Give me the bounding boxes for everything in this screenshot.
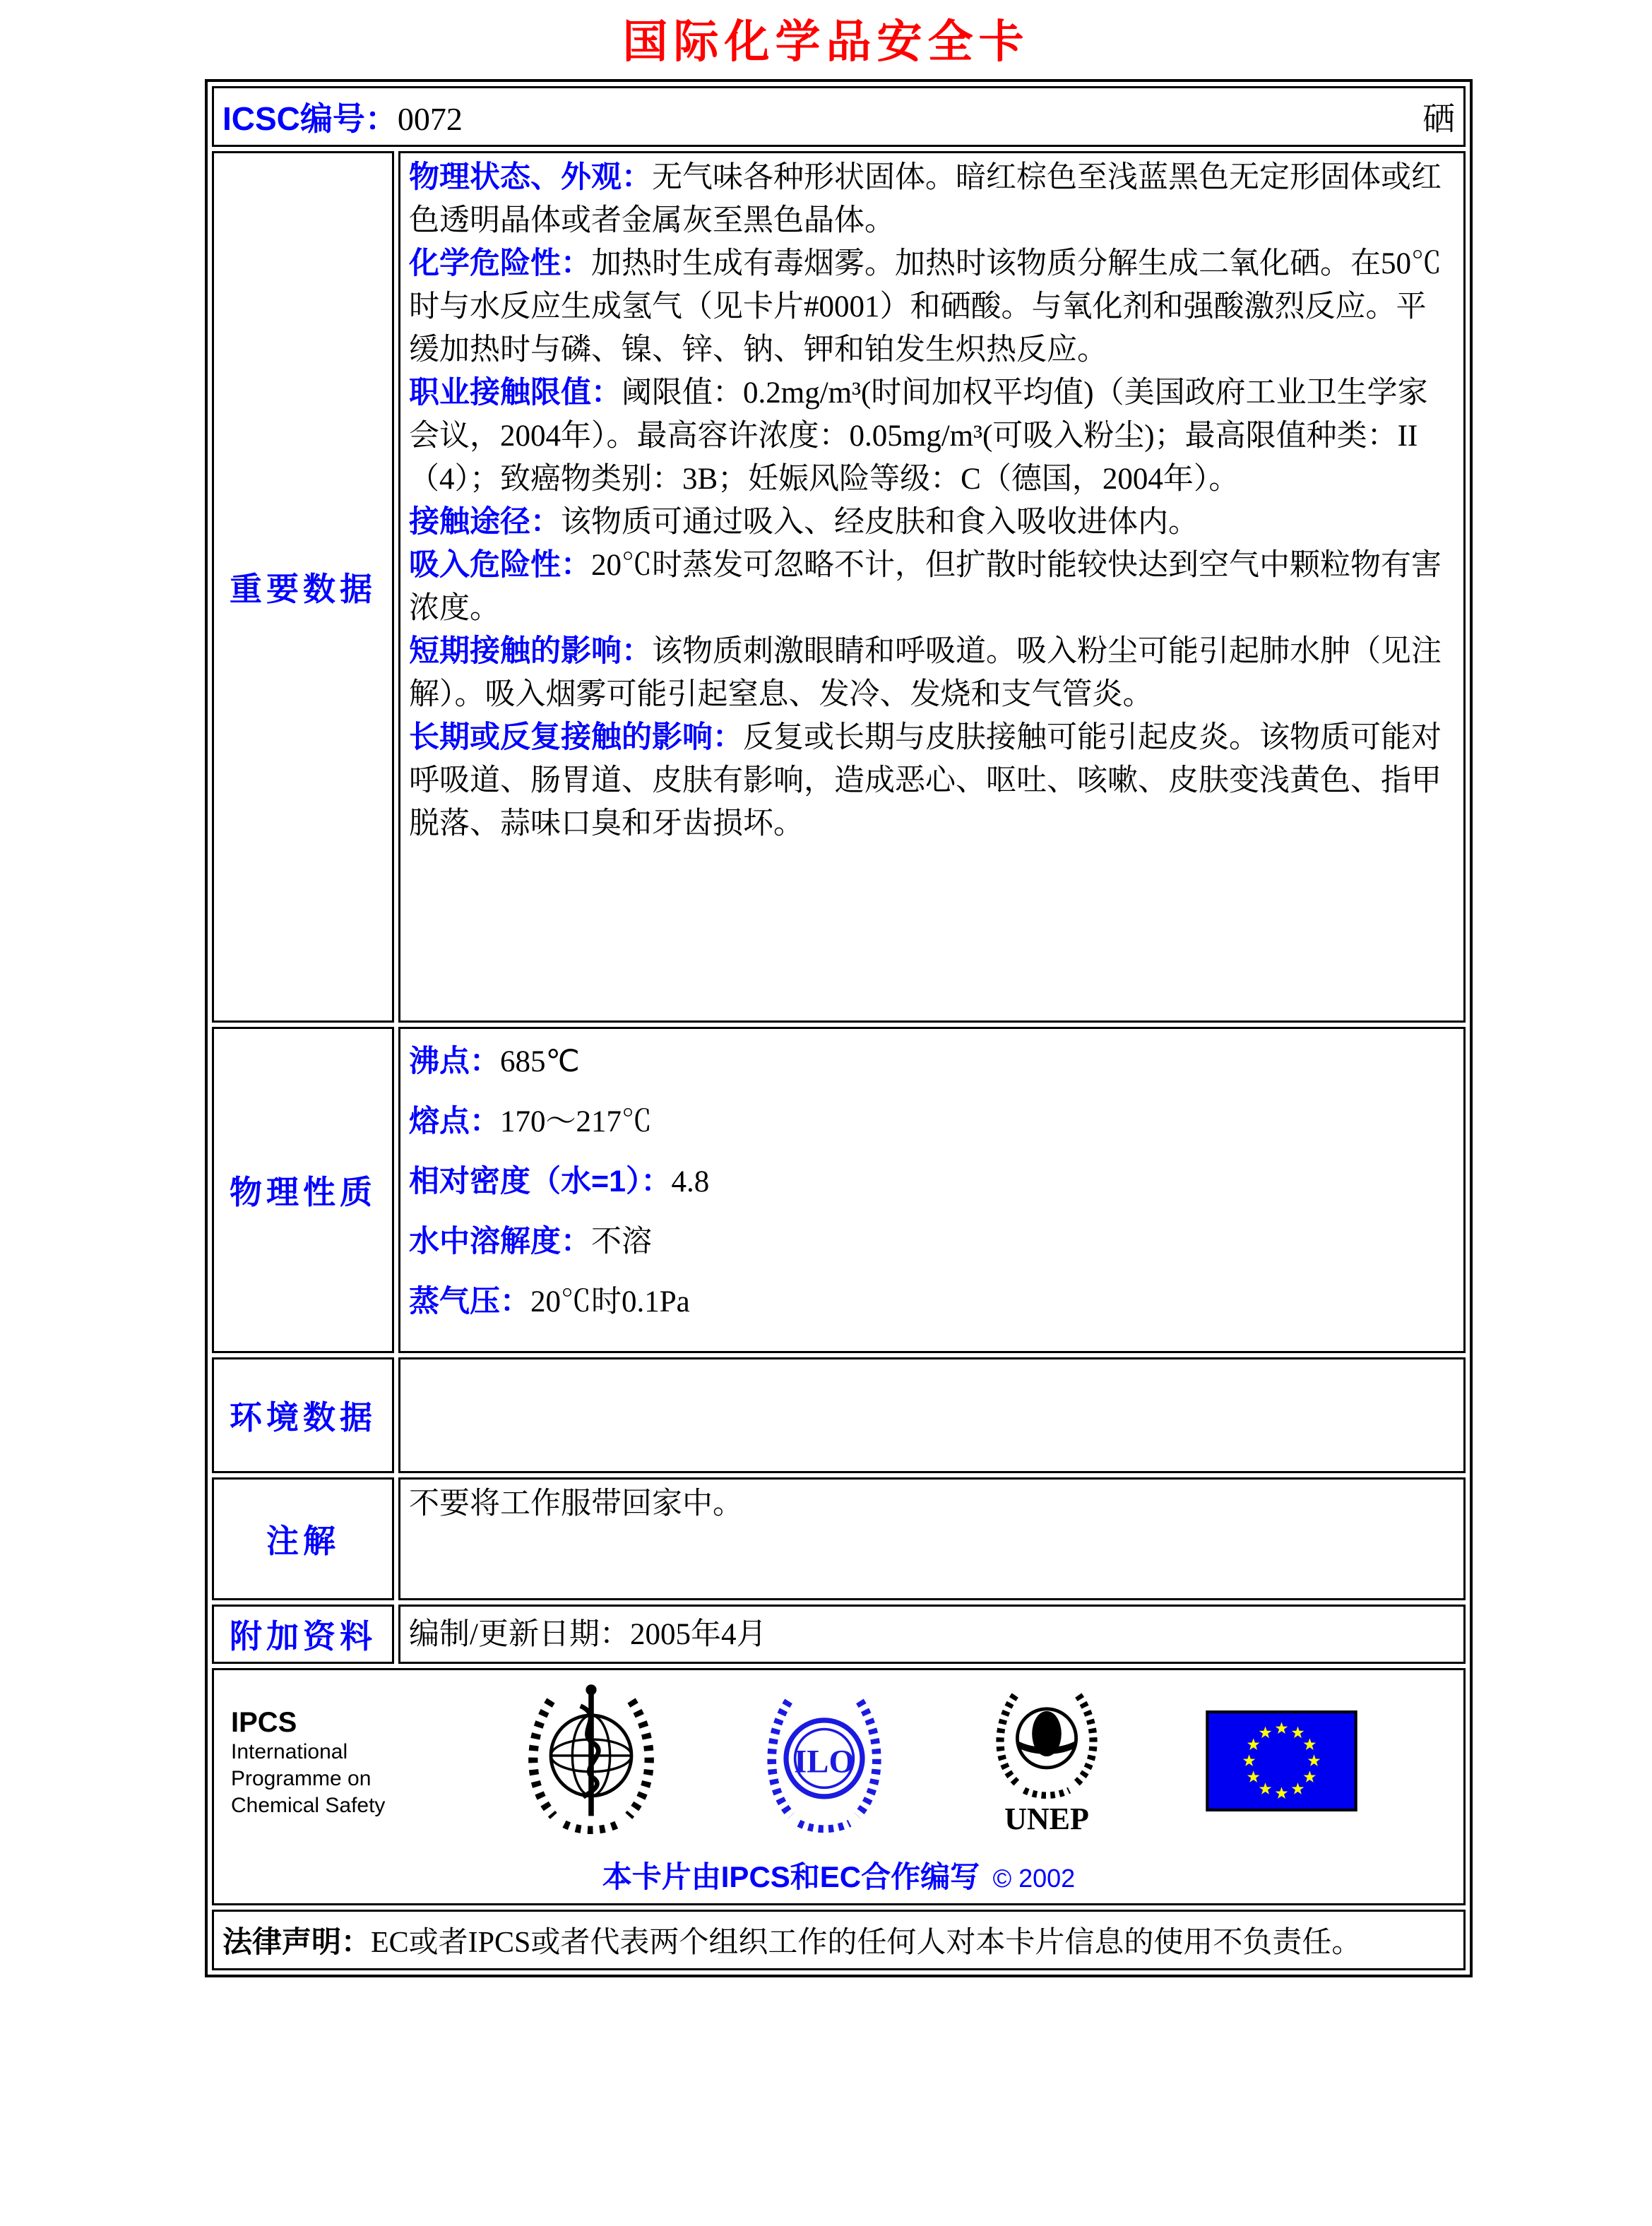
copyright-year: © 2002	[992, 1864, 1076, 1893]
section-item	[409, 242, 1455, 371]
section-item-heading: 职业接触限值：	[409, 376, 622, 410]
important-data-row	[212, 151, 1466, 1023]
legal-label: 法律声明：	[222, 1925, 372, 1958]
section-item-heading: 吸入危险性：	[409, 548, 591, 582]
section-item-text: 20℃时蒸发可忽略不计，但扩散时能较快达到空气中颗粒物有害浓度。	[409, 549, 1442, 625]
section-item	[409, 501, 1455, 544]
section-item-heading: 蒸气压：	[409, 1285, 530, 1319]
section-item	[409, 1032, 1455, 1092]
additional-info-content: 编制/更新日期：2005年4月	[398, 1605, 1466, 1664]
important-data-items	[409, 156, 1455, 845]
section-item-heading: 相对密度（水=1）：	[409, 1165, 672, 1198]
section-item	[409, 371, 1455, 501]
section-item-text: 阈限值：0.2mg/m³(时间加权平均值)（美国政府工业卫生学家会议，2004年）。最高容许浓度：0.05mg/m³(可吸入粉尘)；最高限值种类：II（4）；致癌物类别：3B；妊娠风险等级：C（德国，2004年）。	[409, 376, 1428, 496]
section-item-text: 4.8	[671, 1165, 710, 1198]
who-logo-icon	[524, 1682, 658, 1844]
section-item-heading: 接触途径：	[409, 505, 561, 539]
section-item-text: 685℃	[500, 1045, 580, 1078]
ipcs-acronym: IPCS	[231, 1707, 297, 1738]
section-item-text: 170～217℃	[500, 1105, 652, 1138]
additional-info-row	[212, 1605, 1466, 1664]
section-item-text: 反复或长期与皮肤接触可能引起皮炎。该物质可能对呼吸道、肠胃道、皮肤有影响，造成恶心、呕吐、咳嗽、皮肤变浅黄色、指甲脱落、蒜味口臭和牙齿损坏。	[409, 721, 1442, 840]
section-item	[409, 1092, 1455, 1152]
section-item-heading: 物理状态、外观：	[409, 160, 652, 194]
physical-properties-items	[409, 1032, 1455, 1332]
unep-logo-block	[990, 1689, 1103, 1837]
unep-logo-icon	[990, 1689, 1103, 1805]
section-item-text: 该物质可通过吸入、经皮肤和食入吸收进体内。	[561, 506, 1199, 539]
ipcs-line-2: Programme on	[231, 1767, 372, 1790]
icsc-number-value: 0072	[397, 101, 463, 137]
row-label-physical-properties: 物理性质	[212, 1027, 394, 1353]
chemical-name: 硒	[1422, 101, 1455, 137]
section-item-text: 无气味各种形状固体。暗红棕色至浅蓝黑色无定形固体或红色透明晶体或者金属灰至黑色晶体。	[409, 161, 1442, 237]
copyright-text: 本卡片由IPCS和EC合作编写	[602, 1860, 980, 1893]
row-label-environmental-data: 环境数据	[212, 1357, 394, 1473]
icsc-number-group	[222, 93, 463, 140]
copyright-line	[214, 1854, 1463, 1896]
physical-properties-content	[398, 1027, 1466, 1353]
notes-content: 不要将工作服带回家中。	[398, 1477, 1466, 1600]
section-item-heading: 沸点：	[409, 1044, 500, 1078]
legal-row	[212, 1910, 1466, 1970]
section-item	[409, 544, 1455, 630]
section-item-heading: 水中溶解度：	[409, 1225, 591, 1258]
environmental-data-row	[212, 1357, 1466, 1473]
icsc-number-label: ICSC编号：	[222, 100, 398, 137]
unep-logo-text: UNEP	[1004, 1802, 1089, 1836]
header-cell	[212, 86, 1466, 147]
logos-cell	[212, 1668, 1466, 1905]
ilo-logo-icon	[761, 1685, 888, 1840]
ilo-logo-text: ILO	[794, 1743, 855, 1780]
section-item	[409, 1152, 1455, 1212]
row-label-additional-info: 附加资料	[212, 1605, 394, 1664]
row-label-important-data: 重要数据	[212, 151, 394, 1023]
header-row	[212, 86, 1466, 147]
legal-cell	[212, 1910, 1466, 1970]
section-item	[409, 1212, 1455, 1272]
section-item-heading: 短期接触的影响：	[409, 634, 652, 668]
physical-properties-row	[212, 1027, 1466, 1353]
environmental-data-content	[398, 1357, 1466, 1473]
eu-flag-icon	[1206, 1710, 1357, 1815]
section-item-text: 加热时生成有毒烟雾。加热时该物质分解生成二氧化硒。在50℃时与水反应生成氢气（见卡片#0001）和硒酸。与氧化剂和强酸激烈反应。平缓加热时与磷、镍、锌、钠、钾和铂发生炽热反应。	[409, 247, 1442, 367]
icsc-table	[205, 79, 1473, 1977]
section-item-heading: 熔点：	[409, 1105, 500, 1138]
section-item-text: 20℃时0.1Pa	[530, 1285, 690, 1319]
ipcs-line-1: International	[231, 1740, 348, 1763]
notes-row	[212, 1477, 1466, 1600]
section-item	[409, 156, 1455, 242]
section-item-text: 该物质刺激眼睛和呼吸道。吸入粉尘可能引起肺水肿（见注解）。吸入烟雾可能引起窒息、发冷、发烧和支气管炎。	[409, 635, 1442, 711]
logos-row	[212, 1668, 1466, 1905]
section-item	[409, 1272, 1455, 1332]
ipcs-line-3: Chemical Safety	[231, 1794, 386, 1817]
legal-text: EC或者IPCS或者代表两个组织工作的任何人对本卡片信息的使用不负责任。	[371, 1927, 1362, 1959]
section-item	[409, 716, 1455, 845]
important-data-content	[398, 151, 1466, 1023]
page-title: 国际化学品安全卡	[622, 16, 1030, 67]
section-item-heading: 长期或反复接触的影响：	[409, 720, 743, 754]
section-item-text: 不溶	[591, 1225, 652, 1258]
ipcs-text-block	[231, 1706, 422, 1819]
row-label-notes: 注解	[212, 1477, 394, 1600]
section-item-heading: 化学危险性：	[409, 246, 591, 280]
section-item	[409, 630, 1455, 716]
